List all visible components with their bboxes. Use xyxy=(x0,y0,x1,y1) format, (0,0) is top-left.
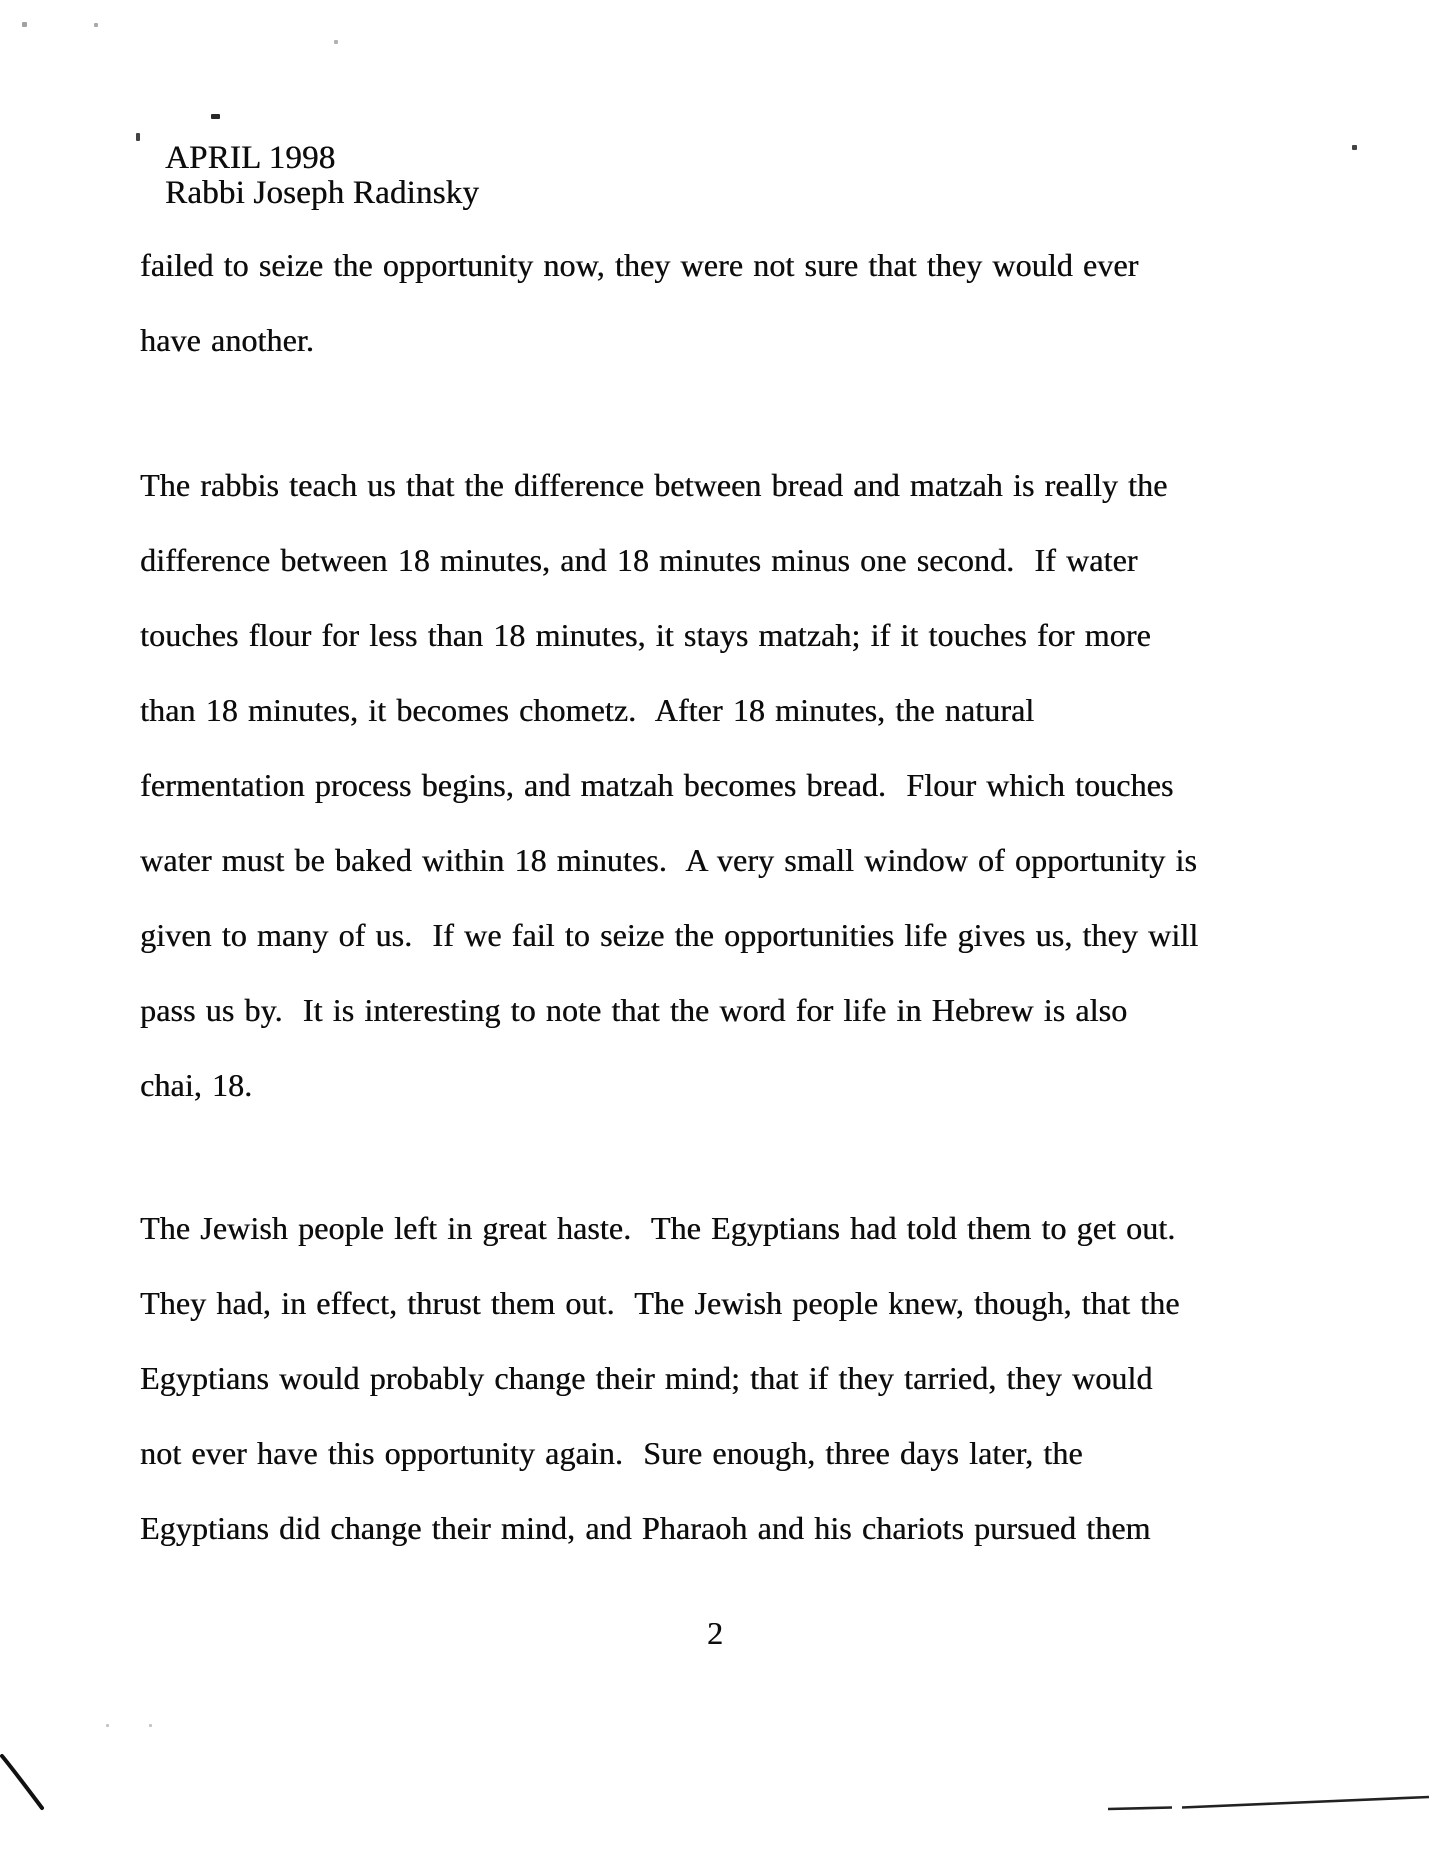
text-line: failed to seize the opportunity now, they were not sure that they would ever xyxy=(140,247,1139,283)
paragraph-1 xyxy=(140,228,1138,378)
text-line: than 18 minutes, it becomes chometz. After 18 minutes, the natural xyxy=(140,692,1035,728)
scan-speck xyxy=(94,23,98,27)
text-line: They had, in effect, thrust them out. The Jewish people knew, though, that the xyxy=(140,1285,1180,1321)
scan-speck xyxy=(106,1724,109,1727)
text-line: The rabbis teach us that the difference between bread and matzah is really the xyxy=(140,467,1168,503)
scan-speck xyxy=(149,1724,152,1727)
text-line: water must be baked within 18 minutes. A very small window of opportunity is xyxy=(140,842,1197,878)
bottom-right-line xyxy=(1100,1792,1430,1816)
text-line: have another. xyxy=(140,322,314,358)
text-line: given to many of us. If we fail to seize the opportunities life gives us, they will xyxy=(140,917,1199,953)
scan-speck xyxy=(211,114,220,119)
text-line: Egyptians would probably change their mind; that if they tarried, they would xyxy=(140,1360,1153,1396)
scan-speck xyxy=(334,40,338,44)
document-header xyxy=(165,141,479,211)
text-line: not ever have this opportunity again. Sure enough, three days later, the xyxy=(140,1435,1083,1471)
text-line: Egyptians did change their mind, and Pharaoh and his chariots pursued them xyxy=(140,1510,1151,1546)
handwritten-diagonal-stroke xyxy=(0,1750,60,1820)
text-line: The Jewish people left in great haste. The Egyptians had told them to get out. xyxy=(140,1210,1176,1246)
paragraph-3 xyxy=(140,1191,1180,1566)
scan-speck xyxy=(136,133,140,141)
scan-speck xyxy=(1352,145,1357,150)
paragraph-2 xyxy=(140,448,1198,1123)
text-line: touches flour for less than 18 minutes, it stays matzah; if it touches for more xyxy=(140,617,1151,653)
text-line: pass us by. It is interesting to note that the word for life in Hebrew is also xyxy=(140,992,1128,1028)
text-line: chai, 18. xyxy=(140,1067,253,1103)
header-date: APRIL 1998 xyxy=(165,140,336,176)
page-number: 2 xyxy=(707,1615,723,1651)
scan-speck xyxy=(22,22,27,27)
header-author: Rabbi Joseph Radinsky xyxy=(165,175,480,211)
text-line: difference between 18 minutes, and 18 minutes minus one second. If water xyxy=(140,542,1138,578)
text-line: fermentation process begins, and matzah becomes bread. Flour which touches xyxy=(140,767,1174,803)
